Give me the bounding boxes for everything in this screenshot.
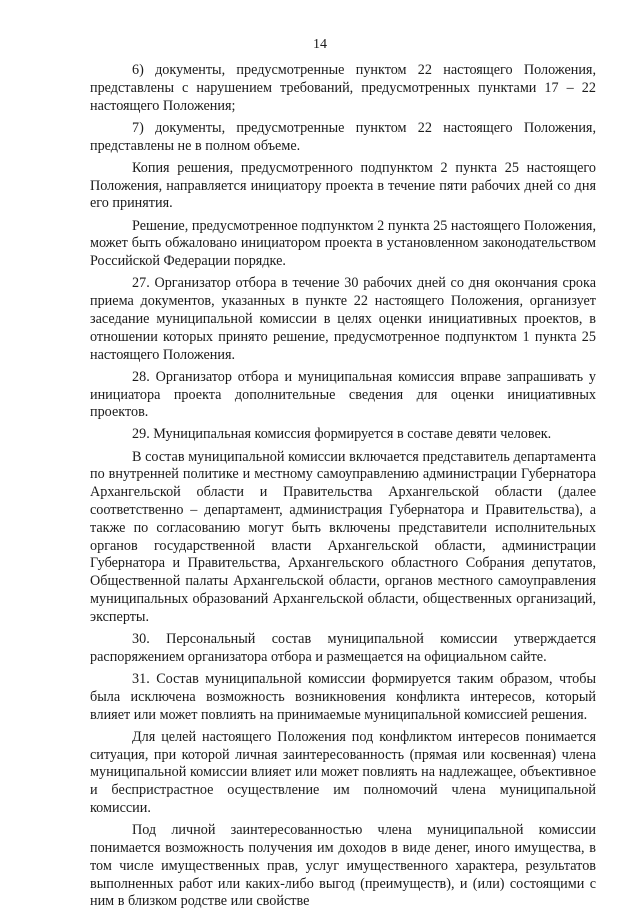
paragraph-decision-copy: Копия решения, предусмотренного подпунктом 2 пункта 25 настоящего Положения, направляется инициатору проекта в течение пяти рабочих дней со дня его принятия. [90, 159, 596, 212]
paragraph-item-6: 6) документы, предусмотренные пунктом 22 настоящего Положения, представлены с нарушением требований, предусмотренных пунктами 17 – 22 настоящего Положения; [90, 62, 596, 114]
page-number: 14 [313, 37, 327, 52]
paragraph-commission-composition: В состав муниципальной комиссии включается представитель департамента по внутренней политике и местному самоуправлению администрации Губернатора Архангельской области и Правительства Архангельской области (далее соответственно – департамент, администрация Губернатора и Правительства), а также по согласованию могут быть включены представители исполнительных органов государственной власти Архангельской области, администрации Губернатора и Правительства, Архангельского областного Собрания депутатов, Общественной палаты Архангельской области, органов местного самоуправления муниципальных образований Архангельской области, общественных организаций, эксперты. [90, 448, 596, 625]
paragraph-personal-interest: Под личной заинтересованностью члена муниципальной комиссии понимается возможность получения им доходов в виде денег, иного имущества, в том числе имущественных прав, услуг имущественного характера, результатов выполненных работ или каких-либо выгод (преимуществ), и (или) состоящими с ним в близком родстве или свойстве [90, 822, 596, 910]
paragraph-clause-30: 30. Персональный состав муниципальной комиссии утверждается распоряжением организатора отбора и размещается на официальном сайте. [90, 631, 596, 665]
paragraph-decision-appeal: Решение, предусмотренное подпунктом 2 пункта 25 настоящего Положения, может быть обжаловано инициатором проекта в установленном законодательством Российской Федерации порядке. [90, 217, 596, 270]
paragraph-clause-27: 27. Организатор отбора в течение 30 рабочих дней со дня окончания срока приема документов, указанных в пункте 22 настоящего Положения, организует заседание муниципальной комиссии в целях оценки инициативных проектов, в отношении которых принято решение, предусмотренное подпунктом 1 пункта 25 настоящего Положения. [90, 275, 596, 363]
paragraph-conflict-definition: Для целей настоящего Положения под конфликтом интересов понимается ситуация, при которой личная заинтересованность (прямая или косвенная) члена муниципальной комиссии влияет или может повлиять на надлежащее, объективное и беспристрастное осуществление им полномочий члена муниципальной комиссии. [90, 728, 596, 816]
document-body [90, 62, 596, 916]
paragraph-clause-28: 28. Организатор отбора и муниципальная комиссия вправе запрашивать у инициатора проекта дополнительные сведения для оценки инициативных проектов. [90, 368, 596, 421]
paragraph-clause-29: 29. Муниципальная комиссия формируется в составе девяти человек. [132, 426, 552, 443]
paragraph-item-7: 7) документы, предусмотренные пунктом 22 настоящего Положения, представлены не в полном объеме. [90, 119, 596, 154]
paragraph-clause-31: 31. Состав муниципальной комиссии формируется таким образом, чтобы была исключена возможность возникновения конфликта интересов, который влияет или может повлиять на принимаемые муниципальной комиссией решения. [90, 671, 596, 723]
